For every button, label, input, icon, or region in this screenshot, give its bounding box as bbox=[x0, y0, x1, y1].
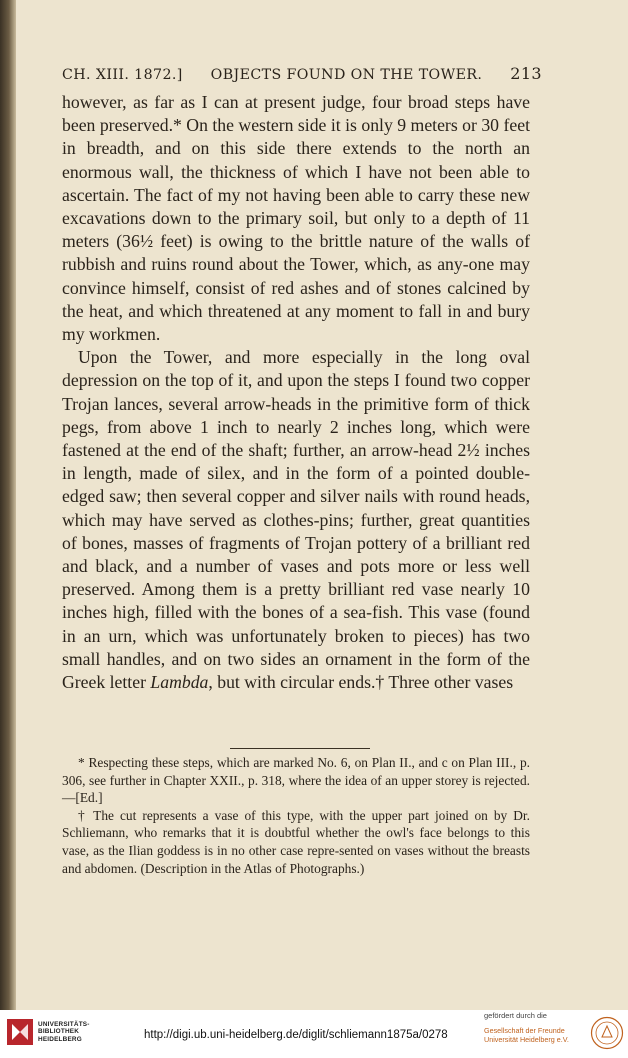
library-logo[interactable] bbox=[6, 1018, 90, 1046]
paragraph-1: however, as far as I can at present judge, four broad steps have been preserved.* On the western side it is only 9 meters or 30 feet in breadth, and on this side there extends to the north an enormous wall, the thickness of which I have not been able to ascertain. The fact of my not having been able to carry these new excavations down to the primary soil, but only to a depth of 11 meters (36½ feet) is owing to the brittle nature of the walls of rubbish and ruins round about the Tower, which, as any-one may convince himself, consist of red ashes and of stones calcined by the heat, and which threatened at any moment to fall in and bury my workmen. bbox=[62, 92, 530, 345]
paragraph-2-end: , but with circular ends.† Three other vases bbox=[208, 672, 514, 693]
chapter-reference: CH. XIII. 1872.] bbox=[62, 67, 183, 83]
permalink-url[interactable]: http://digi.ub.uni-heidelberg.de/diglit/schliemann1875a/0278 bbox=[144, 1029, 448, 1041]
running-header bbox=[62, 64, 542, 83]
paragraph-2 bbox=[62, 346, 530, 694]
society-name-line-1: Gesellschaft der Freunde bbox=[484, 1026, 565, 1035]
footnote-2: † The cut represents a vase of this type, with the upper part joined on by Dr. Schliemann, who remarks that it is doubtful whether the owl's face belongs to this vase, as the Ilian goddess is in no other case repre-sented on vases without the breasts and abdomen. (Description in the Atlas of Photographs.) bbox=[62, 807, 530, 876]
main-text bbox=[62, 91, 530, 694]
library-name-line-2: BIBLIOTHEK bbox=[38, 1028, 80, 1036]
book-spine-shadow bbox=[0, 0, 16, 1010]
funded-by-label: gefördert durch die bbox=[484, 1011, 547, 1020]
library-name bbox=[38, 1021, 90, 1044]
footnotes bbox=[62, 754, 530, 877]
university-library-icon bbox=[6, 1018, 34, 1046]
digitization-footer bbox=[0, 1010, 628, 1058]
greek-letter-italic: Lambda bbox=[150, 672, 209, 693]
society-name[interactable] bbox=[484, 1026, 569, 1044]
paragraph-2-text: Upon the Tower, and more especially in the long oval depression on the top of it, and upon the steps I found two copper Trojan lances, several arrow-heads in the primitive form of thick pegs, from above 1 inch to nearly 2 inches long, which were fastened at the end of the shaft; further, an arrow-head 2½ inches in length, made of silex, and in the form of a pointed double-edged saw; then several copper and silver nails with round heads, which may have served as clothes-pins; further, great quantities of bones, masses of fragments of Trojan pottery of a brilliant red and black, and a number of vases and pots more or less well preserved. Among them is a pretty brilliant red vase nearly 10 inches high, filled with the bones of a sea-fish. This vase (found in an urn, which was unfortunately broken to pieces) has two small handles, and on two sides an ornament in the form of the Greek letter bbox=[62, 347, 530, 693]
page-title: OBJECTS FOUND ON THE TOWER. bbox=[210, 67, 483, 83]
library-name-line-3: HEIDELBERG bbox=[38, 1035, 82, 1043]
page-number: 213 bbox=[510, 64, 542, 83]
library-name-line-1: UNIVERSITÄTS- bbox=[38, 1020, 90, 1028]
university-seal-icon bbox=[590, 1016, 624, 1050]
footnote-1: * Respecting these steps, which are marked No. 6, on Plan II., and c on Plan III., p. 306, see further in Chapter XXII., p. 318, where the idea of an upper storey is rejected.—[Ed.] bbox=[62, 755, 530, 806]
society-name-line-2: Universität Heidelberg e.V. bbox=[484, 1035, 569, 1044]
footnote-divider bbox=[230, 748, 370, 749]
